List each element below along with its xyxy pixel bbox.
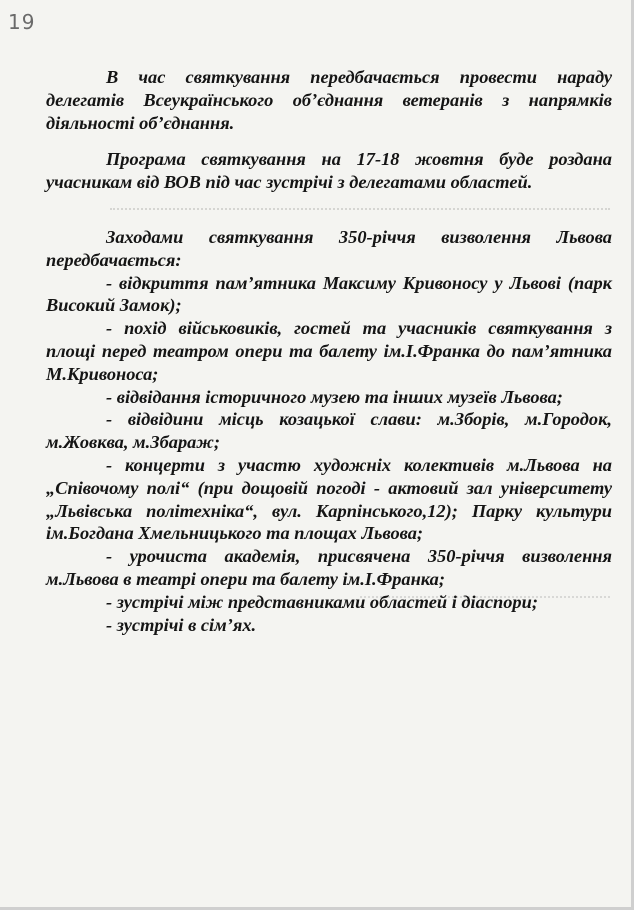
paragraph-program: Програма святкування на 17-18 жовтня буде роздана учасникам від ВОВ під час зустрічі з делегатами областей. xyxy=(46,149,612,193)
document-body xyxy=(46,66,612,636)
page-number: 19 xyxy=(8,10,36,34)
list-item: - зустрічі між представниками областей і діаспори; xyxy=(106,591,538,612)
list-item: - відвідини місць козацької слави: м.Зборів, м.Городок, м.Жовква, м.Збараж; xyxy=(46,409,612,453)
list-item: - відвідання історичного музею та інших музеїв Львова; xyxy=(106,386,563,407)
list-item: - відкриття пам’ятника Максиму Кривоносу у Львові (парк Високий Замок); xyxy=(46,272,612,316)
paragraph-events-intro: Заходами святкування 350-річчя визволення Львова передбачається: xyxy=(46,226,612,270)
paragraph-meeting: В час святкування передбачається провести нараду делегатів Всеукраїнського об’єднання ветеранів з напрямків діяльності об’єднання. xyxy=(46,67,612,133)
list-item: - урочиста академія, присвячена 350-річчя визволення м.Львова в театрі опери та балету ім.І.Франка; xyxy=(46,546,612,589)
list-item: - зустрічі в сім’ях. xyxy=(106,614,257,635)
list-item: - концерти з участю художніх колективів м.Львова на „Співочому полі“ (при дощовій погоді - актовий зал університету „Львівська політехніка“, вул. Карпінського,12); Парку культури ім.Богдана Хмельницького та площах Львова; xyxy=(46,454,612,544)
list-item: - похід військовиків, гостей та учасників святкування з площі перед театром опери та балету ім.І.Франка до пам’ятника М.Кривоноса; xyxy=(46,318,612,384)
